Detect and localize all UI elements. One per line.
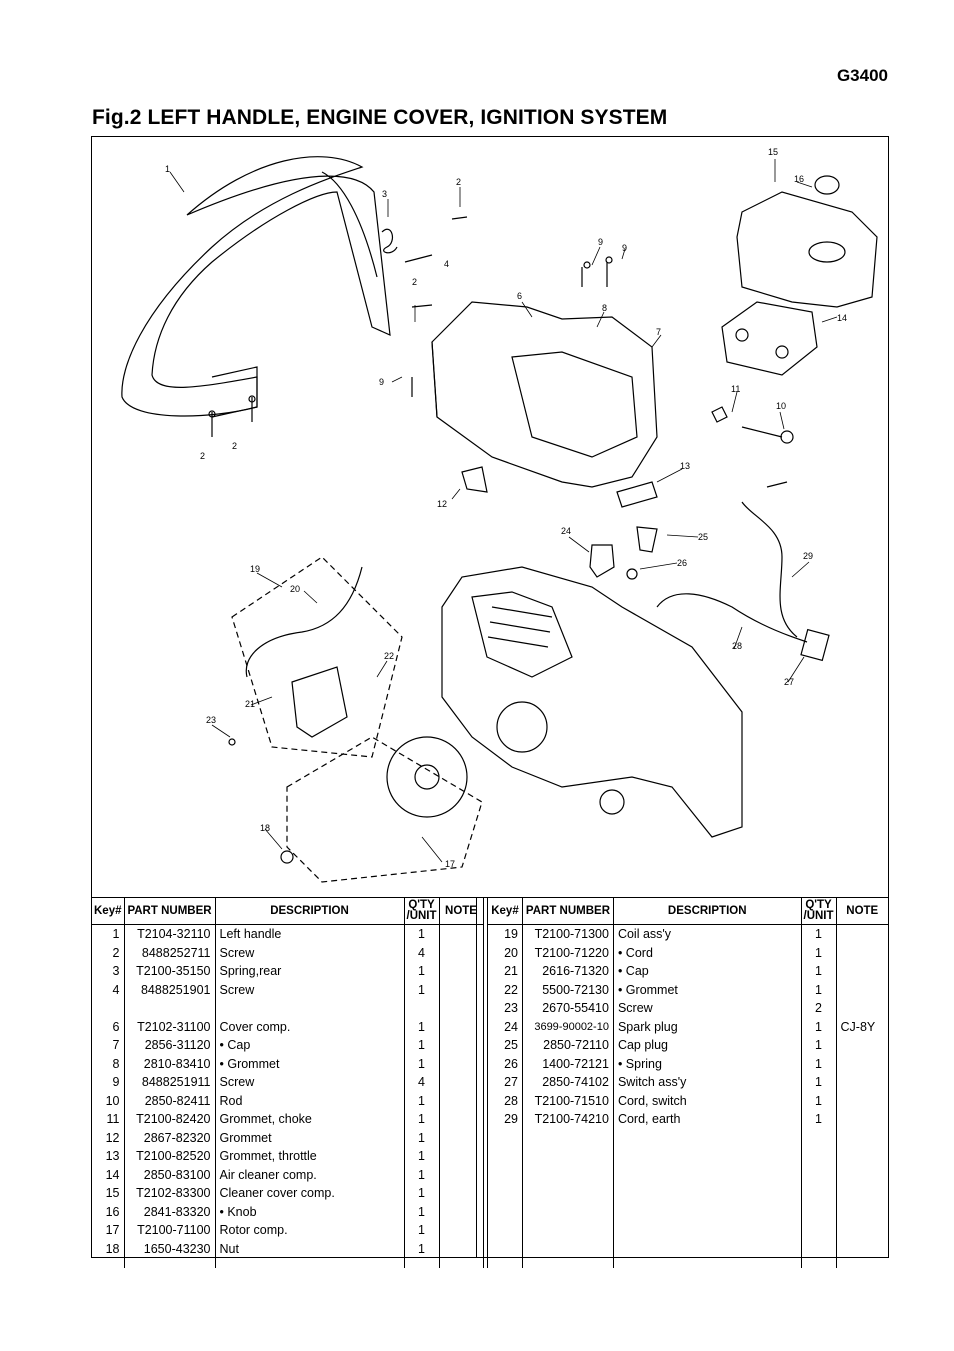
cell-pn: 2810-83410 <box>124 1055 215 1074</box>
svg-text:12: 12 <box>437 499 448 509</box>
cell-key: 22 <box>488 981 523 1000</box>
cell-empty <box>215 1258 404 1268</box>
table-row <box>488 1203 889 1222</box>
cell-qty: 1 <box>801 1055 836 1074</box>
table-row <box>488 1129 889 1148</box>
cell-qty: 1 <box>801 962 836 981</box>
cell-desc <box>613 1147 801 1166</box>
table-row <box>488 925 889 944</box>
svg-text:9: 9 <box>622 243 628 253</box>
cell-qty: 1 <box>404 962 439 981</box>
cell-key: 7 <box>92 1036 124 1055</box>
svg-text:24: 24 <box>561 526 572 536</box>
table-row <box>92 1073 483 1092</box>
cell-pn: 2850-72110 <box>522 1036 613 1055</box>
cell-key: 3 <box>92 962 124 981</box>
cell-qty <box>801 1166 836 1185</box>
header-qty: Q'TY /UNIT <box>801 898 836 925</box>
cell-desc: Cord, earth <box>613 1110 801 1129</box>
svg-text:16: 16 <box>794 174 805 184</box>
svg-text:26: 26 <box>677 558 688 568</box>
cell-desc: Air cleaner comp. <box>215 1166 404 1185</box>
table-row <box>488 1110 889 1129</box>
cell-pn: 2850-74102 <box>522 1073 613 1092</box>
cell-desc: Grommet, choke <box>215 1110 404 1129</box>
header-description: DESCRIPTION <box>613 898 801 925</box>
table-row <box>92 962 483 981</box>
cell-pn: 8488252711 <box>124 944 215 963</box>
cell-desc: • Grommet <box>613 981 801 1000</box>
cell-key <box>488 1147 523 1166</box>
cell-desc: Spark plug <box>613 1018 801 1037</box>
cell-key: 17 <box>92 1221 124 1240</box>
cell-pn: 8488251901 <box>124 981 215 1000</box>
table-row <box>92 1018 483 1037</box>
cell-desc <box>613 1240 801 1259</box>
cell-qty: 1 <box>801 1092 836 1111</box>
cell-qty: 1 <box>404 1092 439 1111</box>
cell-key: 29 <box>488 1110 523 1129</box>
cell-desc <box>613 1129 801 1148</box>
cell-desc: • Cap <box>215 1036 404 1055</box>
svg-text:18: 18 <box>260 823 271 833</box>
cell-key: 15 <box>92 1184 124 1203</box>
cell-desc: Left handle <box>215 925 404 944</box>
header-description: DESCRIPTION <box>215 898 404 925</box>
table-row <box>92 981 483 1000</box>
header-part-number: PART NUMBER <box>124 898 215 925</box>
cell-pn: T2100-71300 <box>522 925 613 944</box>
cell-key: 12 <box>92 1129 124 1148</box>
table-row <box>92 1092 483 1111</box>
cell-note <box>836 1129 888 1148</box>
cell-qty: 1 <box>404 1184 439 1203</box>
table-row <box>488 1221 889 1240</box>
cell-desc: Screw <box>215 981 404 1000</box>
cell-key: 24 <box>488 1018 523 1037</box>
left-handle-drawing <box>122 157 390 417</box>
svg-text:7: 7 <box>656 327 662 337</box>
exploded-parts-diagram <box>92 137 888 897</box>
cell-pn: 1650-43230 <box>124 1240 215 1259</box>
cell-pn: T2102-31100 <box>124 1018 215 1037</box>
cell-qty: 2 <box>801 999 836 1018</box>
cell-key: 2 <box>92 944 124 963</box>
figure-frame <box>91 136 889 1258</box>
svg-text:19: 19 <box>250 564 261 574</box>
cell-key <box>488 1221 523 1240</box>
cell-qty: 1 <box>404 1018 439 1037</box>
table-row <box>488 1184 889 1203</box>
cell-note <box>836 1073 888 1092</box>
cell-key: 16 <box>92 1203 124 1222</box>
cell-pn: 2616-71320 <box>522 962 613 981</box>
cell-desc: Screw <box>215 944 404 963</box>
svg-text:10: 10 <box>776 401 787 411</box>
table-row <box>92 1221 483 1240</box>
cell-key <box>488 1166 523 1185</box>
cell-desc <box>613 1203 801 1222</box>
svg-text:2: 2 <box>232 441 238 451</box>
cell-desc: Spring,rear <box>215 962 404 981</box>
table-row <box>488 1166 889 1185</box>
engine-body-drawing <box>442 567 742 837</box>
table-row <box>92 1055 483 1074</box>
cell-note <box>836 1240 888 1259</box>
cell-pn <box>522 1166 613 1185</box>
cell-desc: • Cap <box>613 962 801 981</box>
cell-pn: T2100-82420 <box>124 1110 215 1129</box>
cell-pn <box>522 1147 613 1166</box>
cell-qty: 1 <box>404 1147 439 1166</box>
cell-desc: Grommet, throttle <box>215 1147 404 1166</box>
cell-key: 8 <box>92 1055 124 1074</box>
svg-text:3: 3 <box>382 189 388 199</box>
table-row <box>92 925 483 944</box>
table-row <box>92 1129 483 1148</box>
cell-pn: T2100-35150 <box>124 962 215 981</box>
table-padding-row <box>92 1258 483 1268</box>
cell-note <box>836 1147 888 1166</box>
header-part-number: PART NUMBER <box>522 898 613 925</box>
cell-desc: Coil ass'y <box>613 925 801 944</box>
cell-empty <box>836 1258 888 1268</box>
cell-key: 1 <box>92 925 124 944</box>
cell-empty <box>124 1258 215 1268</box>
engine-cover-drawing <box>432 302 657 487</box>
cell-pn: T2104-32110 <box>124 925 215 944</box>
svg-text:6: 6 <box>517 291 523 301</box>
table-row <box>92 1184 483 1203</box>
cell-qty <box>404 999 439 1018</box>
table-row <box>488 999 889 1018</box>
cell-key: 25 <box>488 1036 523 1055</box>
cell-key: 26 <box>488 1055 523 1074</box>
header-key: Key# <box>92 898 124 925</box>
cell-desc <box>613 1166 801 1185</box>
svg-text:13: 13 <box>680 461 691 471</box>
cell-desc: Rod <box>215 1092 404 1111</box>
svg-text:20: 20 <box>290 584 301 594</box>
cell-qty: 1 <box>404 1129 439 1148</box>
cell-note <box>836 1110 888 1129</box>
cell-pn: T2100-74210 <box>522 1110 613 1129</box>
table-row <box>488 1092 889 1111</box>
svg-text:2: 2 <box>412 277 418 287</box>
table-row <box>92 1110 483 1129</box>
svg-text:22: 22 <box>384 651 395 661</box>
cell-desc <box>215 999 404 1018</box>
cell-qty: 1 <box>404 1240 439 1259</box>
cell-key: 18 <box>92 1240 124 1259</box>
cell-qty <box>801 1147 836 1166</box>
cell-qty: 1 <box>801 1018 836 1037</box>
cell-qty: 1 <box>801 1073 836 1092</box>
air-cleaner-drawing <box>722 302 817 375</box>
cell-pn <box>522 1184 613 1203</box>
cell-desc <box>613 1184 801 1203</box>
table-row <box>488 981 889 1000</box>
table-padding-row <box>488 1258 889 1268</box>
cell-key: 21 <box>488 962 523 981</box>
model-number: G3400 <box>836 66 888 85</box>
page-title: Fig.2 LEFT HANDLE, ENGINE COVER, IGNITION SYSTEM <box>92 106 668 129</box>
cleaner-cover-drawing <box>737 176 877 307</box>
svg-text:28: 28 <box>732 641 743 651</box>
svg-text:4: 4 <box>444 259 450 269</box>
table-row <box>92 999 483 1018</box>
svg-text:17: 17 <box>445 859 456 869</box>
cell-pn <box>522 1203 613 1222</box>
cell-note <box>836 981 888 1000</box>
cell-pn: T2100-71220 <box>522 944 613 963</box>
table-row <box>488 1036 889 1055</box>
cell-key: 19 <box>488 925 523 944</box>
svg-text:9: 9 <box>379 377 385 387</box>
cell-key: 13 <box>92 1147 124 1166</box>
cell-empty <box>439 1258 483 1268</box>
cell-desc: Cover comp. <box>215 1018 404 1037</box>
cell-desc: • Knob <box>215 1203 404 1222</box>
cell-empty <box>404 1258 439 1268</box>
cell-key: 9 <box>92 1073 124 1092</box>
cell-key: 14 <box>92 1166 124 1185</box>
parts-table-left <box>92 898 484 1268</box>
cell-key: 4 <box>92 981 124 1000</box>
cell-desc: • Cord <box>613 944 801 963</box>
cell-key <box>488 1129 523 1148</box>
cell-qty: 1 <box>404 925 439 944</box>
cell-pn: T2100-82520 <box>124 1147 215 1166</box>
cell-pn: 2670-55410 <box>522 999 613 1018</box>
cell-desc: Cap plug <box>613 1036 801 1055</box>
cell-note <box>836 925 888 944</box>
cell-pn: 2850-82411 <box>124 1092 215 1111</box>
cell-pn <box>522 1129 613 1148</box>
cell-note <box>836 962 888 981</box>
table-row <box>488 1055 889 1074</box>
cell-empty <box>801 1258 836 1268</box>
svg-text:11: 11 <box>731 384 741 394</box>
cell-note <box>836 999 888 1018</box>
cell-desc: Switch ass'y <box>613 1073 801 1092</box>
cell-desc: Nut <box>215 1240 404 1259</box>
svg-text:25: 25 <box>698 532 709 542</box>
cell-pn <box>522 1240 613 1259</box>
svg-text:21: 21 <box>245 699 256 709</box>
cell-note <box>836 1036 888 1055</box>
table-row <box>488 1240 889 1259</box>
cell-empty <box>488 1258 523 1268</box>
cell-note: CJ-8Y <box>840 1019 876 1034</box>
cell-key: 11 <box>92 1110 124 1129</box>
cell-qty: 1 <box>404 1036 439 1055</box>
cell-qty <box>801 1184 836 1203</box>
cell-desc: Cord, switch <box>613 1092 801 1111</box>
svg-text:8: 8 <box>602 303 608 313</box>
cell-qty: 1 <box>801 1110 836 1129</box>
table-row <box>488 1073 889 1092</box>
svg-text:23: 23 <box>206 715 217 725</box>
cell-qty: 1 <box>404 1166 439 1185</box>
cell-key: 27 <box>488 1073 523 1092</box>
cell-note <box>836 1055 888 1074</box>
header-note: NOTE <box>439 898 483 925</box>
header-key: Key# <box>488 898 523 925</box>
cell-desc: Screw <box>215 1073 404 1092</box>
table-row <box>92 1036 483 1055</box>
cell-qty: 1 <box>404 1110 439 1129</box>
cell-pn: 2841-83320 <box>124 1203 215 1222</box>
cell-desc: • Spring <box>613 1055 801 1074</box>
cell-pn: 1400-72121 <box>522 1055 613 1074</box>
cell-pn: T2102-83300 <box>124 1184 215 1203</box>
cell-key <box>488 1240 523 1259</box>
svg-text:14: 14 <box>837 313 848 323</box>
cell-note <box>836 1221 888 1240</box>
cell-empty <box>522 1258 613 1268</box>
cell-qty: 4 <box>404 1073 439 1092</box>
cell-qty: 1 <box>404 1203 439 1222</box>
cell-qty: 1 <box>404 1055 439 1074</box>
cell-pn: 3699-90002-10 <box>522 1018 613 1037</box>
table-row <box>488 944 889 963</box>
cell-key: 6 <box>92 1018 124 1037</box>
cell-pn: 2867-82320 <box>124 1129 215 1148</box>
table-row <box>92 944 483 963</box>
cell-pn: 8488251911 <box>124 1073 215 1092</box>
cell-qty: 1 <box>801 925 836 944</box>
cell-qty <box>801 1221 836 1240</box>
cell-qty: 1 <box>404 1221 439 1240</box>
cell-desc: Cleaner cover comp. <box>215 1184 404 1203</box>
table-row <box>92 1240 483 1259</box>
cell-qty: 4 <box>404 944 439 963</box>
svg-text:1: 1 <box>165 164 171 174</box>
parts-table-right <box>487 898 888 1268</box>
cell-pn: 2850-83100 <box>124 1166 215 1185</box>
cell-pn: 2856-31120 <box>124 1036 215 1055</box>
cell-qty <box>801 1129 836 1148</box>
cell-key: 10 <box>92 1092 124 1111</box>
cell-empty <box>613 1258 801 1268</box>
table-row <box>488 1147 889 1166</box>
table-row <box>92 1203 483 1222</box>
cell-qty: 1 <box>801 981 836 1000</box>
parts-list <box>92 897 888 1258</box>
table-row <box>488 962 889 981</box>
cell-pn <box>522 1221 613 1240</box>
cell-note <box>836 1203 888 1222</box>
cell-key: 20 <box>488 944 523 963</box>
cell-note <box>836 1184 888 1203</box>
cell-desc: • Grommet <box>215 1055 404 1074</box>
cell-key: 23 <box>488 999 523 1018</box>
svg-text:27: 27 <box>784 677 795 687</box>
cell-note <box>836 1166 888 1185</box>
svg-text:29: 29 <box>803 551 814 561</box>
cell-pn: T2100-71100 <box>124 1221 215 1240</box>
header-qty: Q'TY /UNIT <box>404 898 439 925</box>
cell-note <box>836 1092 888 1111</box>
table-row <box>92 1147 483 1166</box>
cell-pn: T2100-71510 <box>522 1092 613 1111</box>
table-row <box>488 1018 889 1037</box>
cell-key <box>488 1184 523 1203</box>
cell-qty: 1 <box>801 944 836 963</box>
cell-desc: Grommet <box>215 1129 404 1148</box>
cell-qty <box>801 1240 836 1259</box>
cell-pn: 5500-72130 <box>522 981 613 1000</box>
cell-key <box>488 1203 523 1222</box>
svg-text:9: 9 <box>598 237 604 247</box>
cell-pn <box>124 999 215 1018</box>
svg-text:15: 15 <box>768 147 779 157</box>
cell-desc <box>613 1221 801 1240</box>
svg-text:2: 2 <box>200 451 206 461</box>
svg-text:2: 2 <box>456 177 462 187</box>
header-note: NOTE <box>836 898 888 925</box>
cell-note <box>836 944 888 963</box>
cell-qty: 1 <box>404 981 439 1000</box>
cell-desc: Rotor comp. <box>215 1221 404 1240</box>
cell-key <box>92 999 124 1018</box>
table-row <box>92 1166 483 1185</box>
cell-qty <box>801 1203 836 1222</box>
cell-key: 28 <box>488 1092 523 1111</box>
cell-qty: 1 <box>801 1036 836 1055</box>
cell-empty <box>92 1258 124 1268</box>
cell-desc: Screw <box>613 999 801 1018</box>
